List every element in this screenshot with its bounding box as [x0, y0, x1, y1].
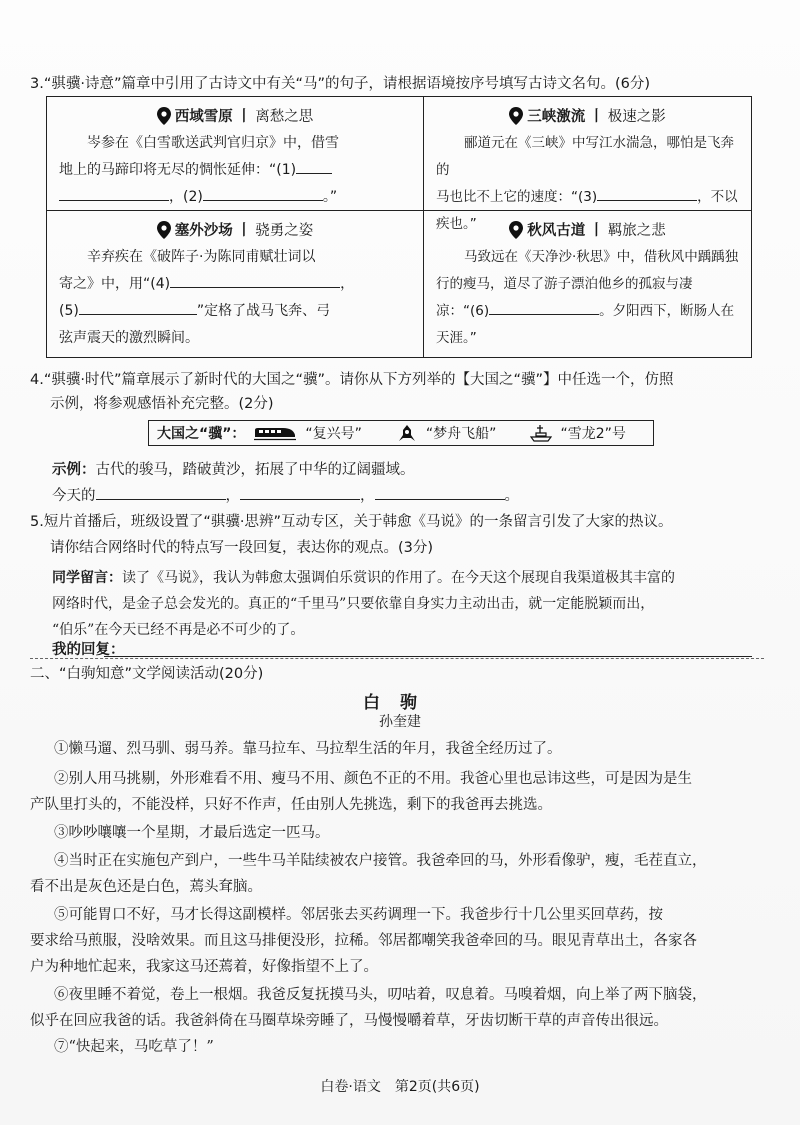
answer-blank-6[interactable]: [489, 300, 599, 315]
cell-header: [59, 105, 411, 126]
cell-header: [436, 219, 739, 240]
poem-grid: [46, 96, 752, 358]
cell-text: ，: [340, 276, 355, 292]
paragraph-2: ②别人用马挑剔，外形难看不用、瘦马不用、颜色不正的不用。我爸心里也忌讳这些，可是因为是生: [54, 771, 692, 787]
answer-blank-2[interactable]: [203, 186, 323, 201]
cell-text: ，(2): [169, 189, 203, 205]
cell-text: 行的瘦马，道尽了游子漂泊他乡的孤寂与凄: [436, 276, 693, 292]
today-fill-line: [52, 484, 770, 508]
location-pin-icon: [509, 107, 523, 125]
cell-text: 寄之》中，用“(4): [59, 276, 171, 292]
paragraph-1: ①懒马遛、烈马驯、弱马养。靠马拉车、马拉犁生活的年月，我爸全经历过了。: [54, 741, 562, 757]
separator: 丨: [236, 109, 252, 125]
paragraph-5-cont: 户为种地忙起来，我家这马还蔫着，好像指望不上了。: [30, 959, 378, 975]
ribbon-label: 大国之“骥”：: [157, 426, 246, 442]
q5-stem-line2: 请你结合网络时代的特点写一段回复，表达你的观点。(3分): [50, 540, 434, 556]
comment-text: “伯乐”在今天已经不再是必不可少的了。: [52, 622, 305, 638]
answer-blank-3[interactable]: [597, 186, 697, 201]
paragraph-7: ⑦“快起来，马吃草了！”: [54, 1039, 214, 1055]
mood-label: 极速之影: [607, 109, 666, 125]
cell-text: 岑参在《白雪歌送武判官归京》中，借雪: [87, 135, 339, 151]
mood-label: 离愁之思: [255, 109, 314, 125]
punct: ，: [360, 488, 375, 504]
answer-blank-today-1[interactable]: [96, 485, 226, 500]
comment-text: 读了《马说》，我认为韩愈太强调伯乐赏识的作用了。在今天这个展现自我渠道极其丰富的: [122, 570, 675, 586]
location-pin-icon: [157, 221, 171, 239]
great-steeds-ribbon: [148, 420, 654, 446]
cell-text: 疾也。”: [436, 216, 477, 232]
item-xuelong: “雪龙2”号: [560, 426, 626, 442]
bullet-train-icon: [253, 425, 297, 441]
example-label: 示例：: [52, 462, 96, 478]
reply-answer-line[interactable]: [104, 656, 752, 657]
article-title: 白驹: [363, 693, 437, 713]
q4-stem-line1: 4.“骐骥·时代”篇章展示了新时代的大国之“骥”。请你从下方列举的【大国之“骥”】中任选一个，仿照: [30, 372, 674, 388]
separator: 丨: [589, 109, 604, 125]
spacecraft-icon: [396, 424, 418, 442]
comment-label: 同学留言：: [52, 570, 122, 586]
section2-heading: 二、“白驹知意”文学阅读活动(20分): [30, 666, 264, 682]
punct: ，: [225, 488, 240, 504]
place-name: 三峡激流: [527, 109, 586, 125]
location-pin-icon: [509, 221, 523, 239]
answer-blank-5[interactable]: [79, 300, 197, 315]
cell-text: 郦道元在《三峡》中写江水湍急，哪怕是飞奔的: [436, 135, 734, 178]
q3-stem: 3.“骐骥·诗意”篇章中引用了古诗文中有关“马”的句子，请根据语境按序号填写古诗文名句。(6分): [30, 76, 651, 92]
cell-text: (5): [59, 303, 79, 319]
cell-text: ”定格了战马飞奔、弓: [196, 303, 331, 319]
cell-text: 马也比不上它的速度：“(3): [436, 189, 598, 205]
answer-blank-1a[interactable]: [296, 159, 332, 174]
cell-western-snow: [47, 97, 423, 210]
answer-blank-1b[interactable]: [59, 186, 169, 201]
cell-text: 。”: [322, 189, 338, 205]
cell-header: [59, 219, 411, 240]
separator: 丨: [236, 223, 252, 239]
cell-text: 马致远在《天净沙·秋思》中，借秋风中踽踽独: [464, 249, 739, 265]
q5-stem-line1: 5.短片首播后，班级设置了“骐骥·思辨”互动专区，关于韩愈《马说》的一条留言引发了大家的热议。: [30, 514, 673, 530]
cell-text: 。夕阳西下，断肠人在: [599, 303, 735, 319]
separator: 丨: [589, 223, 604, 239]
page-footer: 白卷·语文 第2页(共6页): [320, 1079, 480, 1095]
section-divider: [30, 658, 764, 659]
location-pin-icon: [157, 107, 171, 125]
item-mengzhou: “梦舟飞船”: [425, 426, 497, 442]
answer-blank-4[interactable]: [170, 273, 340, 288]
cell-text: 凉：“(6): [436, 303, 490, 319]
mood-label: 羁旅之悲: [607, 223, 666, 239]
paragraph-5-cont: 要求给马煎服，没啥效果。而且这马排便没形，拉稀。邻居都嘲笑我爸牵回的马。眼见青草出土，各家各: [30, 933, 697, 949]
place-name: 西域雪原: [174, 109, 233, 125]
paragraph-4-cont: 看不出是灰色还是白色，蔫头耷脑。: [30, 879, 262, 895]
cell-text: 辛弃疾在《破阵子·为陈同甫赋壮词以: [87, 249, 316, 265]
answer-blank-today-3[interactable]: [375, 485, 505, 500]
icebreaker-ship-icon: [530, 424, 552, 442]
cell-text: ，不以: [697, 189, 738, 205]
paragraph-3: ③吵吵嚷嚷一个星期，才最后选定一匹马。: [54, 825, 330, 841]
paragraph-5: ⑤可能胃口不好，马才长得这副模样。邻居张去买药调理一下。我爸步行十几公里买回草药，按: [54, 907, 663, 923]
punct: 。: [504, 488, 519, 504]
cell-autumn-road: [424, 211, 751, 357]
cell-header: [436, 105, 739, 126]
reply-label: 我的回复：: [52, 642, 125, 658]
example-text: 古代的骏马，踏破黄沙，拓展了中华的辽阔疆域。: [95, 462, 415, 478]
place-name: 秋风古道: [527, 223, 586, 239]
paragraph-2-cont: 产队里打头的，不能没样，只好不作声，任由别人先挑选，剩下的我爸再去挑选。: [30, 797, 552, 813]
paragraph-4: ④当时正在实施包产到户，一些牛马羊陆续被农户接管。我爸牵回的马，外形看像驴，瘦，毛茬直立，: [54, 853, 707, 869]
today-label: 今天的: [52, 488, 96, 504]
q4-stem-line2: 示例，将参观感悟补充完整。(2分): [50, 396, 274, 412]
paragraph-6: ⑥夜里睡不着觉，卷上一根烟。我爸反复抚摸马头，叨咕着，叹息着。马嗅着烟，向上举了两下脑袋，: [54, 987, 707, 1003]
paragraph-6-cont: 似乎在回应我爸的话。我爸斜倚在马圈草垛旁睡了，马慢慢嚼着草，牙齿切断干草的声音传出很远。: [30, 1013, 668, 1029]
cell-frontier-battlefield: [47, 211, 423, 357]
comment-text: 网络时代，是金子总会发光的。真正的“千里马”只要依靠自身实力主动出击，就一定能脱颖而出，: [52, 596, 655, 612]
place-name: 塞外沙场: [174, 223, 233, 239]
cell-text: 地上的马蹄印将无尽的惆怅延伸：“(1): [59, 162, 297, 178]
cell-text: 天涯。”: [436, 330, 477, 346]
item-fuxing: “复兴号”: [305, 426, 362, 442]
answer-blank-today-2[interactable]: [240, 485, 360, 500]
cell-text: 弦声震天的激烈瞬间。: [59, 330, 199, 346]
article-author: 孙奎建: [379, 714, 421, 730]
mood-label: 骁勇之姿: [255, 223, 314, 239]
